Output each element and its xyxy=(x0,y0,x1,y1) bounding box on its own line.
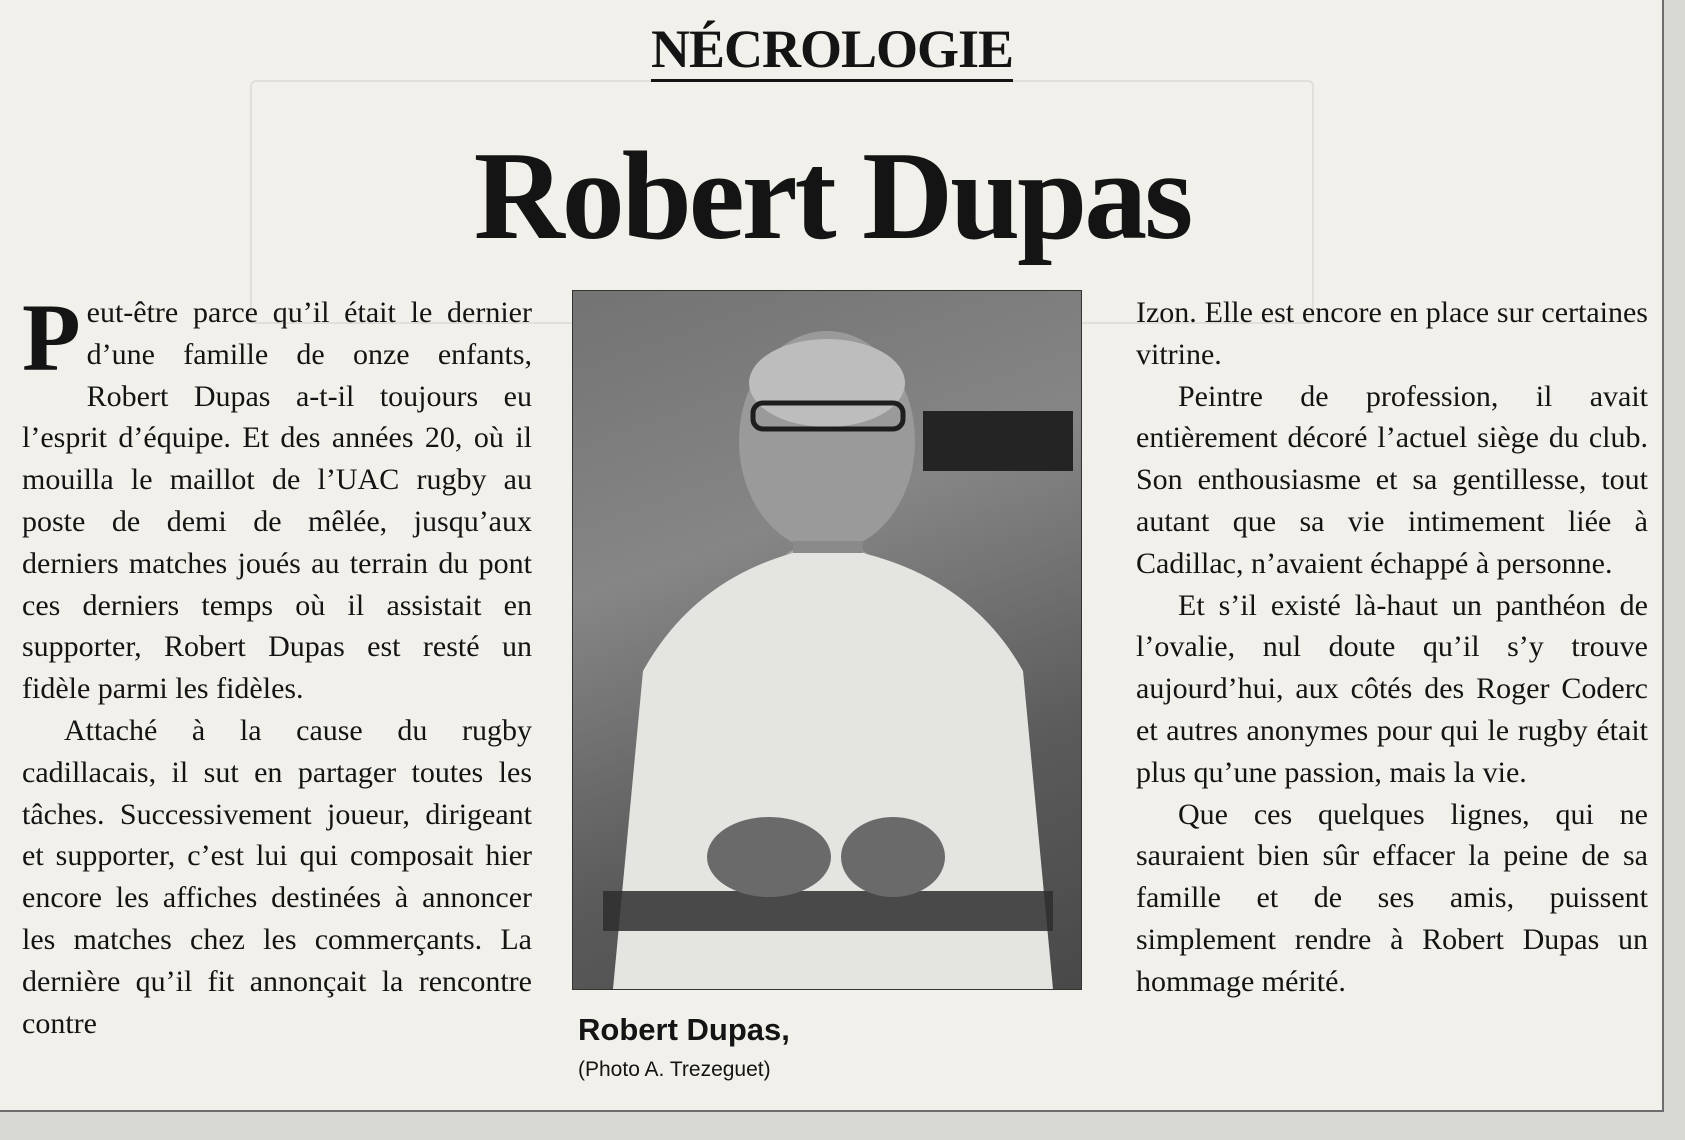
article-paragraph: Peintre de profession, il avait entièrement décoré l’actuel siège du club. Son enthousiasme et sa gentillesse, tout autant que sa vie intimement liée à Cadillac, n’avaient échappé à personne. xyxy=(1136,379,1648,580)
article-paragraph: Que ces quelques lignes, qui ne sauraient bien sûr effacer la peine de sa famille et de ses amis, puissent simplement rendre à Robert Dupas un hommage mérité. xyxy=(1136,797,1648,998)
article-column-left xyxy=(22,284,532,1044)
drop-cap: P xyxy=(22,284,81,391)
photo-caption-credit: (Photo A. Trezeguet) xyxy=(578,1058,771,1081)
headline: Robert Dupas xyxy=(473,127,1191,266)
section-label xyxy=(0,18,1664,80)
photo-caption-name: Robert Dupas, xyxy=(578,1012,790,1047)
portrait-photo xyxy=(572,290,1082,990)
article-paragraph: Attaché à la cause du rugby cadillacais, il sut en partager toutes les tâches. Successivement joueur, dirigeant et supporter, c’est lui qui composait hier encore les affiches destinées à annoncer les matches chez les commerçants. La dernière qu’il fit annonçait la rencontre contre xyxy=(22,713,532,1040)
section-label-text: NÉCROLOGIE xyxy=(651,19,1013,82)
article-column-right xyxy=(1136,292,1648,1003)
portrait-illustration xyxy=(573,291,1081,989)
paragraph-text: eut-être parce qu’il était le dernier d’une famille de onze enfants, Robert Dupas a-t-il toujours eu l’esprit d’équipe. Et des années 20, où il mouilla le maillot de l’UAC rugby au poste de demi de mêlée, jusqu’aux derniers matches joués au terrain du pont ces derniers temps où il assistait en supporter, Robert Dupas est resté un fidèle parmi les fidèles. xyxy=(22,296,532,706)
article-paragraph: Et s’il existé là-haut un panthéon de l’ovalie, nul doute qu’il s’y trouve aujourd’hui, aux côtés des Roger Coderc et autres anonymes pour qui le rugby était plus qu’une passion, mais la vie. xyxy=(1136,588,1648,789)
article-paragraph xyxy=(22,284,532,710)
article-paragraph: Izon. Elle est encore en place sur certaines vitrine. xyxy=(1136,296,1648,371)
